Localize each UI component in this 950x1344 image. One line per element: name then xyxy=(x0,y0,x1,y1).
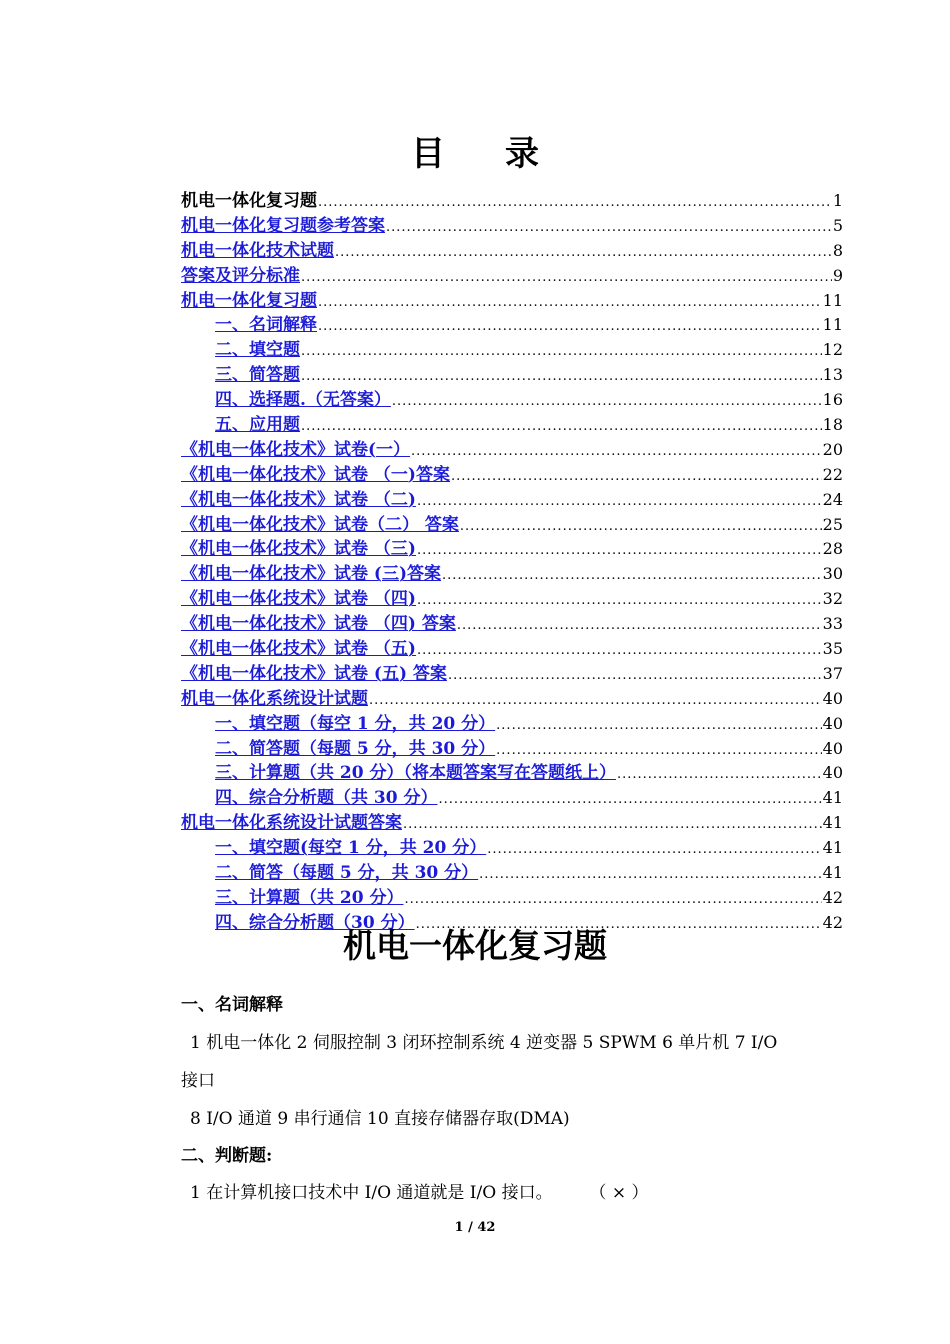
toc-leader-dots xyxy=(411,444,822,459)
toc-leader-dots xyxy=(487,842,821,857)
toc-entry-page: 41 xyxy=(822,813,843,833)
terms-line-1-end: 接口 xyxy=(181,1071,215,1091)
toc-entry[interactable] xyxy=(181,534,843,559)
toc-entry-page: 42 xyxy=(822,912,843,932)
toc-entry-page: 16 xyxy=(822,390,843,410)
toc-entry-label[interactable]: 《机电一体化技术》试卷 （五) xyxy=(181,639,416,660)
toc-entry-label[interactable]: 三、简答题 xyxy=(215,365,300,386)
toc-entry-page: 11 xyxy=(822,290,843,310)
toc-leader-dots xyxy=(439,792,822,807)
toc-entry[interactable] xyxy=(181,435,843,460)
toc-leader-dots xyxy=(460,519,822,534)
toc-title-left: 目 xyxy=(411,134,445,174)
toc-entry-page: 41 xyxy=(822,838,843,858)
toc-entry-page: 40 xyxy=(822,763,843,783)
toc-entry-label[interactable]: 二、简答（每题 5 分，共 30 分） xyxy=(215,863,479,884)
toc-entry xyxy=(181,186,843,211)
toc-leader-dots xyxy=(448,668,822,683)
toc-entry[interactable] xyxy=(181,783,843,808)
toc-leader-dots xyxy=(392,394,822,409)
toc-leader-dots xyxy=(301,344,822,359)
toc-entry[interactable] xyxy=(181,310,843,335)
toc-leader-dots xyxy=(301,369,822,384)
toc-entry[interactable] xyxy=(181,385,843,410)
toc-entry-page: 13 xyxy=(822,365,843,385)
toc-entry-page: 12 xyxy=(822,340,843,360)
toc-entry-page: 42 xyxy=(822,887,843,907)
toc-entry[interactable] xyxy=(181,584,843,609)
toc-leader-dots xyxy=(405,892,822,907)
toc-entry-label[interactable]: 《机电一体化技术》试卷 (五) 答案 xyxy=(181,663,447,684)
toc-entry-label[interactable]: 四、综合分析题（共 30 分） xyxy=(215,788,438,809)
section-title: 机电一体化复习题 xyxy=(343,926,607,965)
toc-entry-page: 32 xyxy=(822,589,843,609)
table-of-contents xyxy=(181,186,843,933)
toc-entry[interactable] xyxy=(181,460,843,485)
toc-entry[interactable] xyxy=(181,286,843,311)
toc-entry-label[interactable]: 机电一体化系统设计试题答案 xyxy=(181,813,402,834)
toc-entry-page: 41 xyxy=(822,788,843,808)
toc-entry-label: 机电一体化复习题 xyxy=(181,191,317,211)
toc-leader-dots xyxy=(417,643,822,658)
toc-leader-dots xyxy=(318,195,832,210)
toc-entry[interactable] xyxy=(181,709,843,734)
toc-leader-dots xyxy=(417,593,822,608)
toc-entry[interactable] xyxy=(181,808,843,833)
toc-entry-page: 8 xyxy=(832,240,843,260)
toc-entry-label[interactable]: 《机电一体化技术》试卷 (三)答案 xyxy=(181,564,442,585)
toc-entry[interactable] xyxy=(181,609,843,634)
toc-entry-page: 41 xyxy=(822,863,843,883)
toc-entry[interactable] xyxy=(181,236,843,261)
toc-entry[interactable] xyxy=(181,883,843,908)
toc-leader-dots xyxy=(442,568,822,583)
question-1 xyxy=(190,1178,860,1203)
toc-entry-page: 5 xyxy=(832,215,843,235)
question-1-text: 1 在计算机接口技术中 I/O 通道就是 I/O 接口。 xyxy=(190,1183,553,1203)
toc-entry-page: 40 xyxy=(822,688,843,708)
toc-entry[interactable] xyxy=(181,758,843,783)
toc-leader-dots xyxy=(479,867,821,882)
toc-leader-dots xyxy=(318,295,822,310)
toc-entry[interactable] xyxy=(181,659,843,684)
toc-leader-dots xyxy=(496,718,821,733)
toc-entry-label[interactable]: 机电一体化复习题 xyxy=(181,290,317,311)
toc-title-right: 录 xyxy=(505,134,539,174)
toc-entry[interactable] xyxy=(181,634,843,659)
toc-leader-dots xyxy=(451,469,822,484)
toc-leader-dots xyxy=(318,319,822,334)
question-1-answer: （ × ） xyxy=(589,1183,649,1203)
toc-leader-dots xyxy=(617,767,822,782)
toc-entry[interactable] xyxy=(181,510,843,535)
toc-leader-dots xyxy=(301,270,832,285)
toc-entry-label[interactable]: 一、填空题(每空 1 分，共 20 分） xyxy=(215,838,487,859)
toc-leader-dots xyxy=(335,245,832,260)
toc-entry-page: 20 xyxy=(822,439,843,459)
toc-entry-page: 24 xyxy=(822,489,843,509)
toc-leader-dots xyxy=(369,693,822,708)
toc-entry-page: 28 xyxy=(822,539,843,559)
toc-entry-label[interactable]: 二、简答题（每题 5 分，共 30 分） xyxy=(215,738,496,759)
toc-entry[interactable] xyxy=(181,833,843,858)
toc-entry-label[interactable]: 《机电一体化技术》试卷 （三) xyxy=(181,539,416,560)
toc-entry-page: 1 xyxy=(832,191,843,210)
toc-entry-page: 25 xyxy=(822,514,843,534)
toc-entry-page: 18 xyxy=(822,415,843,435)
toc-entry-page: 30 xyxy=(822,564,843,584)
toc-leader-dots xyxy=(496,743,821,758)
toc-entry[interactable] xyxy=(181,858,843,883)
toc-entry-page: 40 xyxy=(822,713,843,733)
toc-entry-label[interactable]: 四、综合分析题（30 分） xyxy=(215,912,415,933)
toc-entry[interactable] xyxy=(181,360,843,385)
page-number: 1 / 42 xyxy=(454,1220,496,1235)
toc-entry-label[interactable]: 三、计算题（共 20 分） xyxy=(215,887,404,908)
toc-title xyxy=(0,126,950,175)
heading-term-definitions: 一、名词解释 xyxy=(181,995,283,1015)
toc-entry[interactable] xyxy=(181,335,843,360)
terms-line-2: 8 I/O 通道 9 串行通信 10 直接存储器存取(DMA) xyxy=(190,1109,570,1129)
toc-entry-label[interactable]: 机电一体化技术试题 xyxy=(181,240,334,261)
toc-leader-dots xyxy=(417,543,822,558)
toc-leader-dots xyxy=(417,494,822,509)
toc-entry-label[interactable]: 《机电一体化技术》试卷 （一)答案 xyxy=(181,464,450,485)
heading-true-false: 二、判断题: xyxy=(181,1146,273,1166)
toc-entry[interactable] xyxy=(181,559,843,584)
toc-entry-label[interactable]: 一、名词解释 xyxy=(215,315,317,336)
terms-line-1: 1 机电一体化 2 伺服控制 3 闭环控制系统 4 逆变器 5 SPWM 6 单片机 7 I/O xyxy=(190,1033,778,1053)
toc-entry[interactable] xyxy=(181,261,843,286)
toc-entry-label[interactable]: 《机电一体化技术》试卷 （四) 答案 xyxy=(181,614,456,635)
toc-entry-page: 22 xyxy=(822,464,843,484)
toc-entry-page: 40 xyxy=(822,738,843,758)
toc-entry-page: 37 xyxy=(822,663,843,683)
toc-entry-label[interactable]: 四、选择题.（无答案） xyxy=(215,390,391,411)
toc-entry-label[interactable]: 五、应用题 xyxy=(215,415,300,436)
toc-entry-label[interactable]: 《机电一体化技术》试卷 （二) xyxy=(181,489,416,510)
toc-leader-dots xyxy=(403,817,822,832)
toc-entry-label[interactable]: 《机电一体化技术》试卷 （四) xyxy=(181,589,416,610)
toc-leader-dots xyxy=(386,220,832,235)
toc-entry-label[interactable]: 答案及评分标准 xyxy=(181,265,300,286)
toc-entry-label[interactable]: 三、计算题（共 20 分）（将本题答案写在答题纸上） xyxy=(215,763,616,784)
toc-entry[interactable] xyxy=(181,684,843,709)
toc-entry[interactable] xyxy=(181,211,843,236)
toc-entry-label[interactable]: 二、填空题 xyxy=(215,340,300,361)
toc-entry-page: 35 xyxy=(822,639,843,659)
toc-entry[interactable] xyxy=(181,734,843,759)
toc-entry-label[interactable]: 《机电一体化技术》试卷（二） 答案 xyxy=(181,514,459,535)
toc-entry[interactable] xyxy=(181,410,843,435)
toc-leader-dots xyxy=(301,419,822,434)
toc-entry-page: 33 xyxy=(822,614,843,634)
toc-entry-label[interactable]: 机电一体化系统设计试题 xyxy=(181,688,368,709)
toc-entry[interactable] xyxy=(181,485,843,510)
toc-leader-dots xyxy=(457,618,822,633)
toc-entry-page: 9 xyxy=(832,265,843,285)
toc-entry-label[interactable]: 《机电一体化技术》试卷(一） xyxy=(181,439,411,460)
toc-entry-page: 11 xyxy=(822,315,843,335)
toc-entry-label[interactable]: 一、填空题（每空 1 分，共 20 分） xyxy=(215,713,496,734)
toc-entry-label[interactable]: 机电一体化复习题参考答案 xyxy=(181,215,385,236)
